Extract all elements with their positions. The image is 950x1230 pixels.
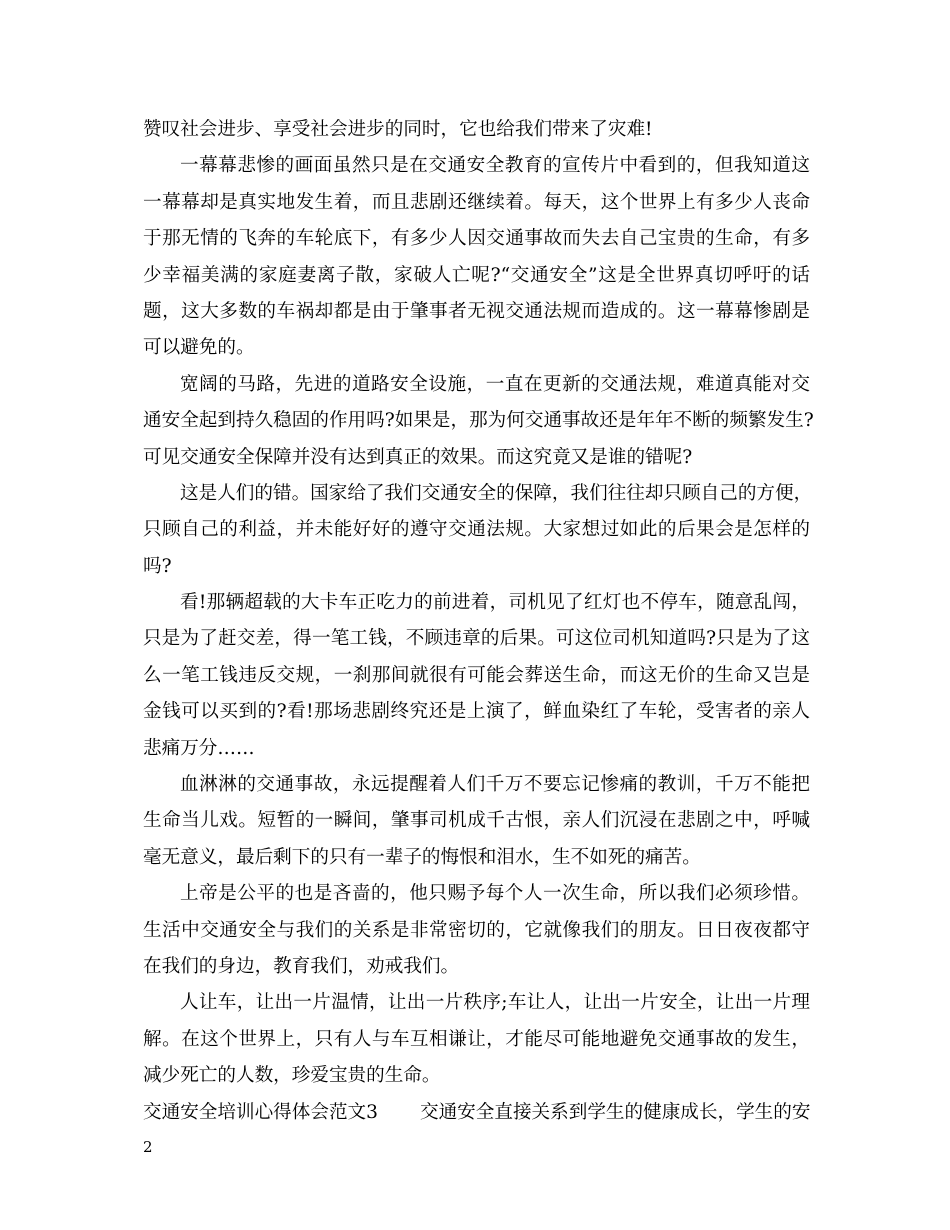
section-heading-continuation: 交通安全直接关系到学生的健康成长，学生的安 (419, 1101, 811, 1123)
text-line: 题，这大多数的车祸却都是由于肇事者无视交通法规而造成的。这一幕幕惨剧是 (143, 300, 810, 322)
text-line: 人让车，让出一片温情，让出一片秩序;车让人，让出一片安全，让出一片理 (180, 992, 810, 1014)
document-body (143, 112, 814, 1131)
text-line: 赞叹社会进步、享受社会进步的同时，它也给我们带来了灾难! (143, 119, 653, 140)
text-line: 一幕幕却是真实地发生着，而且悲剧还继续着。每天，这个世界上有多少人丧命 (143, 191, 810, 213)
text-line: 通安全起到持久稳固的作用吗?如果是，那为何交通事故还是年年不断的频繁发生? (143, 410, 814, 432)
text-line: 在我们的身边，教育我们，劝戒我们。 (143, 955, 460, 977)
text-line: 毫无意义，最后剩下的只有一辈子的悔恨和泪水，生不如死的痛苦。 (143, 846, 701, 868)
text-line: 金钱可以买到的?看!那场悲剧终究还是上演了，鲜血染红了车轮，受害者的亲人 (143, 701, 810, 723)
text-line: 看!那辆超载的大卡车正吃力的前进着，司机见了红灯也不停车，随意乱闯， (180, 592, 810, 614)
text-line: 生活中交通安全与我们的关系是非常密切的，它就像我们的朋友。日日夜夜都守 (143, 919, 810, 941)
text-line: 吗? (143, 555, 172, 577)
text-line: 只顾自己的利益，并未能好好的遵守交通法规。大家想过如此的后果会是怎样的 (143, 519, 810, 541)
text-line: 悲痛万分…… (143, 737, 255, 759)
text-line: 生命当儿戏。短暂的一瞬间，肇事司机成千古恨，亲人们沉浸在悲剧之中，呼喊 (143, 810, 810, 832)
section-heading-title: 交通安全培训心得体会范文3 (143, 1101, 378, 1123)
text-line: 可见交通安全保障并没有达到真正的效果。而这究竟又是谁的错呢? (143, 446, 693, 468)
text-line: 么一笔工钱违反交规，一刹那间就很有可能会葬送生命，而这无价的生命又岂是 (143, 664, 810, 686)
text-line: 这是人们的错。国家给了我们交通安全的保障，我们往往却只顾自己的方便， (180, 482, 813, 504)
text-line: 一幕幕悲惨的画面虽然只是在交通安全教育的宣传片中看到的，但我知道这 (180, 155, 810, 177)
text-line: 上帝是公平的也是吝啬的，他只赐予每个人一次生命，所以我们必须珍惜。 (180, 883, 810, 905)
page-number: 2 (143, 1138, 153, 1156)
text-line: 解。在这个世界上，只有人与车互相谦让，才能尽可能地避免交通事故的发生， (143, 1028, 810, 1050)
text-line: 少幸福美满的家庭妻离子散，家破人亡呢?“交通安全”这是全世界真切呼吁的话 (143, 264, 810, 286)
text-line: 减少死亡的人数，珍爱宝贵的生命。 (143, 1065, 441, 1087)
text-line: 于那无情的飞奔的车轮底下，有多少人因交通事故而失去自己宝贵的生命，有多 (143, 228, 810, 250)
text-line: 血淋淋的交通事故，永远提醒着人们千万不要忘记惨痛的教训，千万不能把 (180, 774, 810, 796)
text-line: 可以避免的。 (143, 337, 255, 359)
text-line: 宽阔的马路，先进的道路安全设施，一直在更新的交通法规，难道真能对交 (180, 373, 810, 395)
section-heading-line (143, 1095, 810, 1131)
text-line: 只是为了赶交差，得一笔工钱，不顾违章的后果。可这位司机知道吗?只是为了这 (143, 628, 810, 650)
